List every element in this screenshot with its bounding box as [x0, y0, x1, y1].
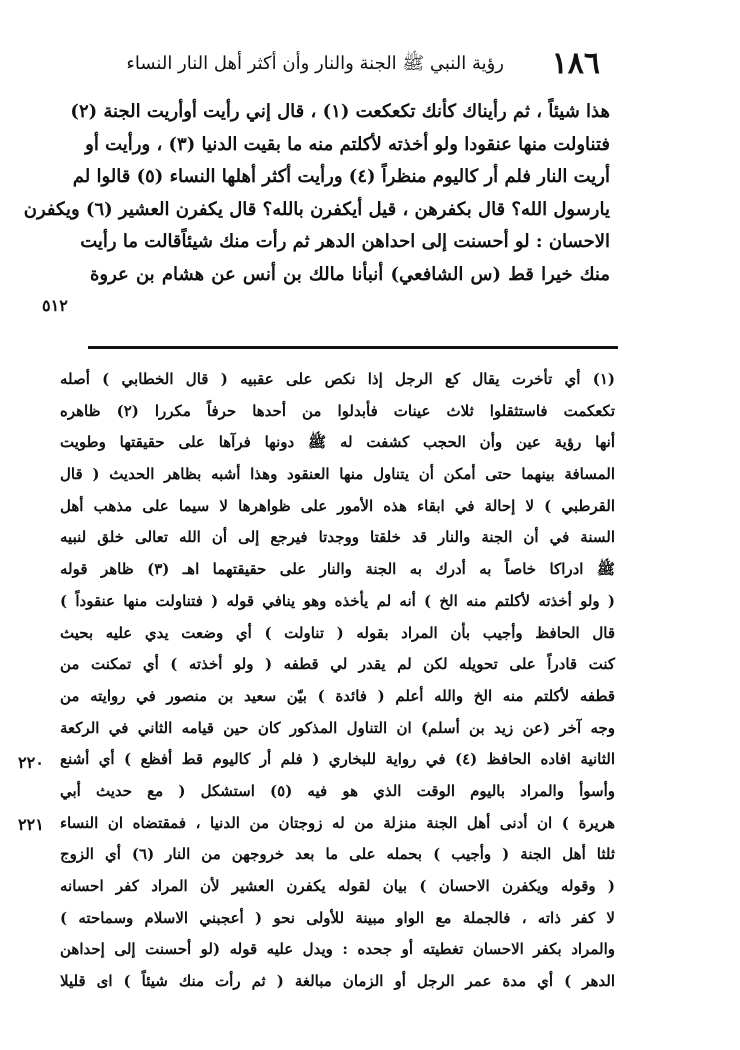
footnote-line: ( وقوله ويكفرن الاحسان ) بيان لقوله يكفرن العشير لأن المراد كفر احسانه [60, 877, 615, 895]
main-text-line: الاحسان : لو أحسنت إلى احداهن الدهر ثم رأت منك شيئاًقالت ما رأيت [80, 231, 610, 252]
footnotes [60, 364, 615, 998]
footnote-line: قال الحافظ وأجيب بأن المراد بقوله ( تناولت ) أي وضعت يدي عليه بحيث [60, 623, 615, 642]
footnote-line: تكعكمت فاستثقلوا ثلاث عينات فأبدلوا من أحدها حرفاً مكررا (٢) ظاهره [60, 401, 616, 420]
footnote-divider [88, 346, 618, 349]
main-text-line: أريت النار فلم أر كاليوم منظراً (٤) ورأيت أكثر أهلها النساء (٥) قالوا لم [72, 166, 610, 187]
footnote-line: كنت قادراً على تحويله لكن لم يقدر لي قطفه ( ولو أخذته ) أي تمكنت من [60, 655, 615, 674]
footnote-line: القرطبي ) لا إحالة في ابقاء هذه الأمور على ظواهرها لا سيما على مذهب أهل [60, 496, 615, 515]
margin-number: ٢٢١ [18, 815, 44, 834]
footnote-line: وأسوأ والمراد باليوم الوقت الذي هو فيه (٥) استشكل ( مع حديث أبي [60, 781, 615, 800]
footnote-line: السنة في أن الجنة والنار قد خلقتا ووجدتا فيرجع إلى أن الله تعالى خلق لنبيه [60, 528, 615, 547]
running-title: رؤية النبي ﷺ الجنة والنار وأن أكثر أهل النار النساء [126, 53, 504, 74]
footnote-line: أنها رؤية عين وأن الحجب كشفت له ﷺ دونها فرآها على حقيقتها وطويت [60, 433, 615, 452]
main-text-line: هذا شيئاً ، ثم رأيناك كأنك تكعكعت (١) ، قال إني رأيت أوأريت الجنة (٢) [70, 101, 610, 122]
page-number: ١٨٦ [551, 46, 600, 81]
footnote-line: (١) أي تأخرت يقال كع الرجل إذا نكص على عقبيه ( قال الخطابي ) أصله [60, 370, 615, 388]
footnote-line: قطفه لأكلتم منه الخ والله أعلم ( فائدة ) بيّن سعيد بن منصور في روايته من [60, 686, 615, 705]
page-header [95, 38, 600, 88]
footnote-line: الثانية افاده الحافظ (٤) في رواية للبخاري ( فلم أر كاليوم قط أفظع ) أي أشنع [60, 750, 616, 769]
footnote-line: ﷺ ادراكا خاصاً به أدرك به الجنة والنار على حقيقتهما اهـ (٣) ظاهر قوله [60, 560, 615, 579]
main-text [23, 96, 610, 291]
main-text-line: يارسول الله؟ قال بكفرهن ، قيل أيكفرن بالله؟ قال يكفرن العشير (٦) ويكفرن [23, 198, 610, 220]
footnote-line: والمراد بكفر الاحسان تغطيته أو جحده : ويدل عليه قوله (لو أحسنت إلى إحداهن [60, 940, 615, 959]
footnote-line: هريرة ) ان أدنى أهل الجنة منزلة من له زوجتان من الدنيا ، فمقتضاه ان النساء [60, 813, 615, 832]
footnote-line: الدهر ) أي مدة عمر الرجل أو الزمان مبالغة ( ثم رأت منك شيئاً ) اى قليلا [60, 972, 615, 991]
main-text-line: منك خيرا قط (س الشافعي) أنبأنا مالك بن أنس عن هشام بن عروة [90, 263, 610, 285]
margin-number: ٢٢٠ [18, 753, 44, 772]
footnote-line: ثلثا أهل الجنة ( وأجيب ) بحمله على ما بعد خروجهن من النار (٦) أي الزوج [60, 845, 616, 864]
footnote-line: لا كفر ذاته ، فالجملة مع الواو مبينة للأولى نحو ( أعجبني الاسلام وسماحته ) [60, 908, 615, 927]
footnote-line: ( ولو أخذته لأكلتم منه الخ ) أنه لم يأخذه وهو ينافي قوله ( فتناولت منها عنقوداً ) [60, 591, 615, 610]
hadith-number: ٥١٢ [42, 296, 68, 315]
footnote-line: وجه آخر (عن زيد بن أسلم) ان التناول المذكور كان حين قيامه الثاني في الركعة [60, 718, 615, 737]
footnote-line: المسافة بينهما حتى أمكن أن يتناول منها العنقود وهذا أشبه بظاهر الحديث ( قال [60, 465, 615, 484]
main-text-line: فتناولت منها عنقودا ولو أخذته لأكلتم منه ما بقيت الدنيا (٣) ، ورأيت أو [85, 133, 610, 155]
